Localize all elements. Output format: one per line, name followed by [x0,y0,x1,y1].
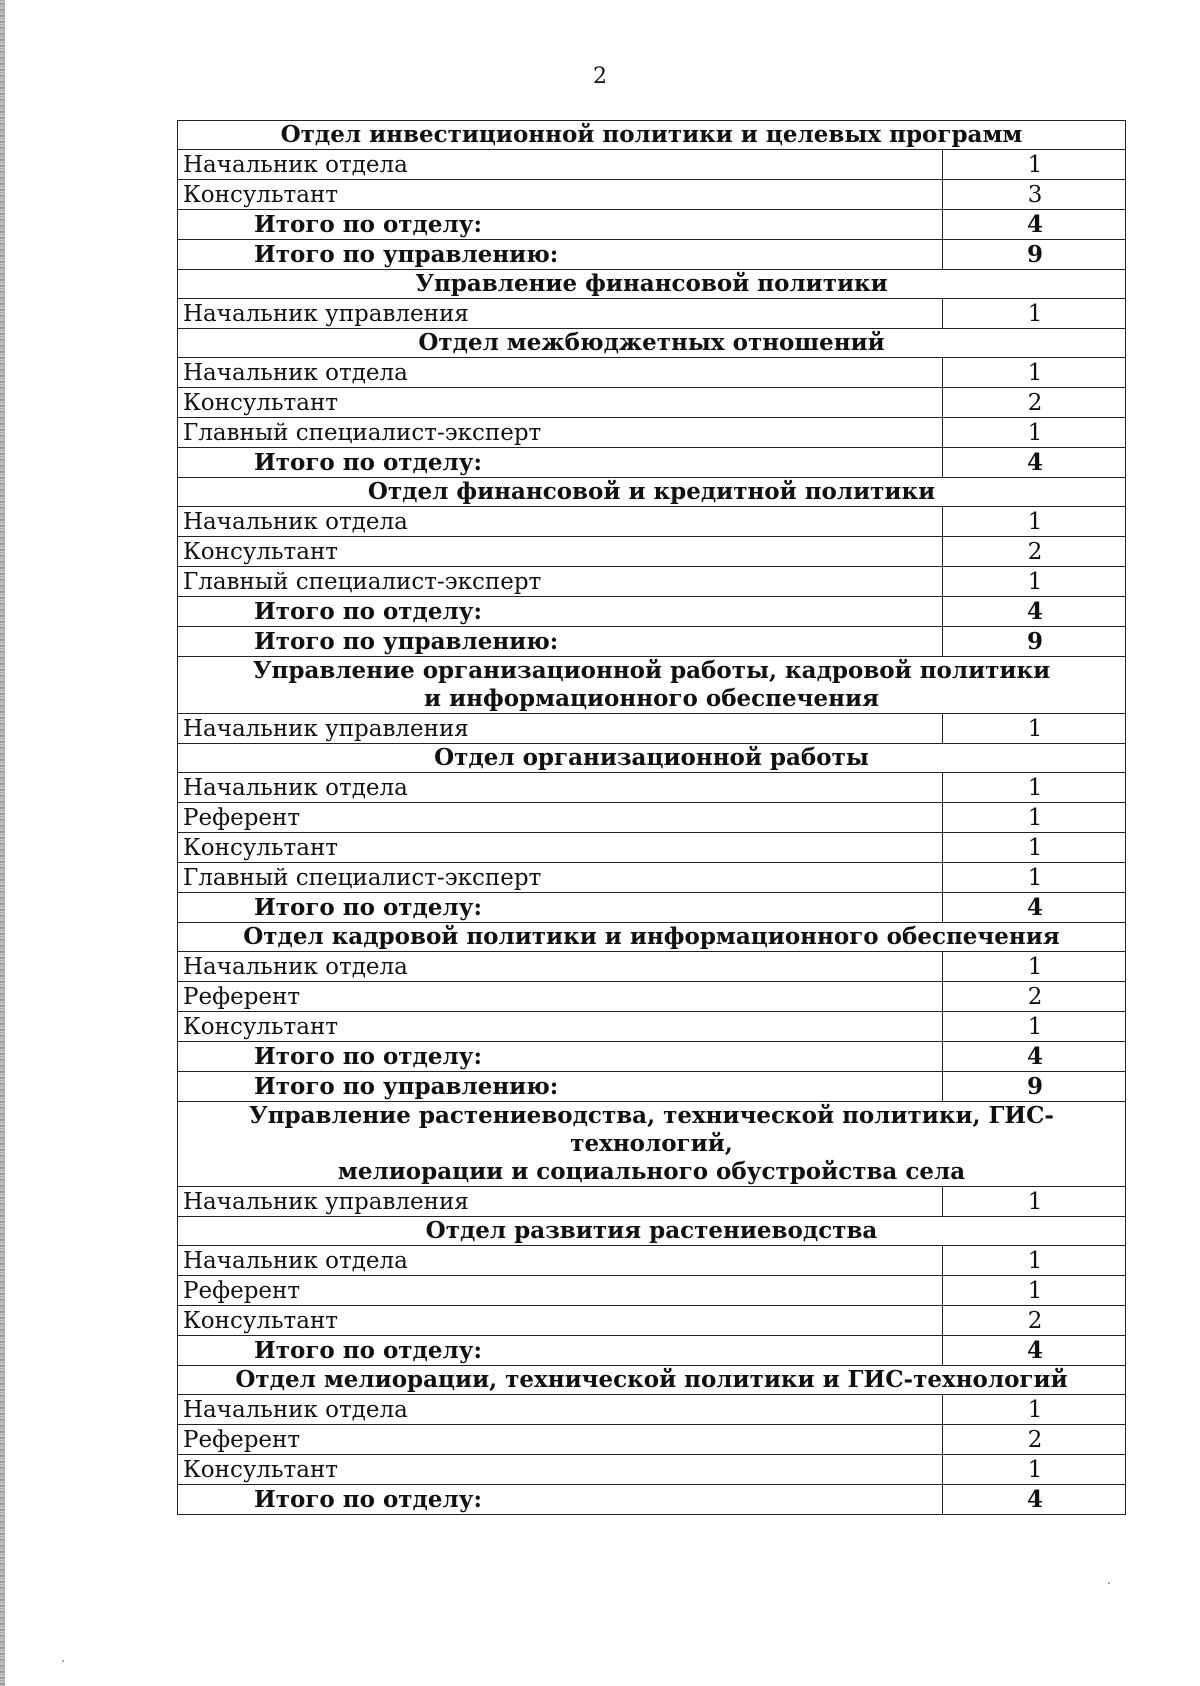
total-label: Итого по отделу: [178,1042,943,1072]
total-count: 4 [943,448,1126,478]
position-row [178,150,1126,180]
position-label: Начальник отдела [178,1395,943,1425]
position-count: 1 [943,418,1126,448]
position-row [178,803,1126,833]
total-row [178,210,1126,240]
total-label: Итого по отделу: [178,210,943,240]
position-label: Референт [178,1276,943,1306]
section-heading [178,657,1126,714]
position-row [178,299,1126,329]
total-label: Итого по управлению: [178,1072,943,1102]
total-count: 4 [943,1336,1126,1366]
position-count: 2 [943,1306,1126,1336]
section-heading [178,329,1126,358]
total-label: Итого по управлению: [178,240,943,270]
section-heading-line: Управление растениеводства, технической политики, ГИС-технологий, [249,1102,1054,1157]
total-count: 4 [943,1042,1126,1072]
position-row [178,1276,1126,1306]
total-row [178,893,1126,923]
position-count: 1 [943,714,1126,744]
position-row [178,1425,1126,1455]
section-heading-row [178,1217,1126,1246]
position-label: Начальник отдела [178,358,943,388]
section-heading [178,478,1126,507]
total-count: 4 [943,893,1126,923]
page-number: 2 [593,64,607,89]
position-row [178,982,1126,1012]
position-row [178,418,1126,448]
position-row [178,952,1126,982]
position-row [178,773,1126,803]
section-heading-line: Отдел мелиорации, технической политики и ГИС-технологий [235,1366,1068,1393]
total-row [178,448,1126,478]
position-label: Консультант [178,1306,943,1336]
section-heading-line: Отдел развития растениеводства [425,1217,878,1244]
total-label: Итого по отделу: [178,1485,943,1515]
section-heading-row [178,478,1126,507]
total-row [178,1072,1126,1102]
position-count: 1 [943,1012,1126,1042]
section-heading-line: Отдел организационной работы [434,744,869,771]
section-heading [178,270,1126,299]
position-label: Главный специалист-эксперт [178,567,943,597]
position-label: Начальник отдела [178,150,943,180]
section-heading-line: Отдел инвестиционной политики и целевых программ [280,121,1023,148]
scan-speck [1108,1582,1110,1584]
position-label: Консультант [178,537,943,567]
section-heading [178,1102,1126,1187]
section-heading [178,121,1126,150]
position-count: 1 [943,952,1126,982]
position-row [178,180,1126,210]
total-count: 9 [943,240,1126,270]
position-label: Консультант [178,833,943,863]
section-heading-row [178,329,1126,358]
section-heading-row [178,923,1126,952]
scan-speck [62,1660,64,1662]
section-heading-line: Отдел финансовой и кредитной политики [367,478,936,505]
section-heading-row [178,1366,1126,1395]
position-count: 1 [943,773,1126,803]
total-row [178,1485,1126,1515]
total-label: Итого по отделу: [178,448,943,478]
position-count: 1 [943,1246,1126,1276]
total-count: 9 [943,627,1126,657]
total-row [178,1042,1126,1072]
position-row [178,1012,1126,1042]
total-row [178,240,1126,270]
total-label: Итого по отделу: [178,597,943,627]
section-heading-row [178,744,1126,773]
position-row [178,537,1126,567]
position-row [178,567,1126,597]
section-heading-row [178,1102,1126,1187]
total-row [178,1336,1126,1366]
position-row [178,833,1126,863]
section-heading-line: Отдел кадровой политики и информационного обеспечения [243,923,1060,950]
position-row [178,714,1126,744]
section-heading-line: Отдел межбюджетных отношений [418,329,885,356]
position-label: Начальник отдела [178,773,943,803]
position-label: Консультант [178,180,943,210]
position-row [178,1395,1126,1425]
position-count: 1 [943,150,1126,180]
position-label: Консультант [178,1012,943,1042]
total-count: 4 [943,597,1126,627]
position-count: 2 [943,388,1126,418]
position-count: 1 [943,863,1126,893]
position-row [178,1306,1126,1336]
position-label: Начальник управления [178,1187,943,1217]
position-row [178,388,1126,418]
position-label: Начальник отдела [178,1246,943,1276]
total-label: Итого по управлению: [178,627,943,657]
section-heading-row [178,270,1126,299]
position-label: Главный специалист-эксперт [178,418,943,448]
position-count: 2 [943,982,1126,1012]
position-count: 1 [943,803,1126,833]
position-label: Главный специалист-эксперт [178,863,943,893]
section-heading [178,1366,1126,1395]
scan-edge [0,0,5,1686]
section-heading [178,1217,1126,1246]
position-label: Референт [178,1425,943,1455]
position-row [178,507,1126,537]
position-count: 3 [943,180,1126,210]
section-heading [178,923,1126,952]
position-label: Начальник отдела [178,507,943,537]
total-label: Итого по отделу: [178,893,943,923]
position-label: Референт [178,982,943,1012]
total-row [178,597,1126,627]
position-count: 1 [943,833,1126,863]
position-count: 1 [943,358,1126,388]
position-row [178,358,1126,388]
position-label: Консультант [178,388,943,418]
total-row [178,627,1126,657]
position-count: 1 [943,1455,1126,1485]
position-count: 1 [943,1187,1126,1217]
section-heading-row [178,121,1126,150]
position-count: 2 [943,537,1126,567]
position-count: 2 [943,1425,1126,1455]
position-count: 1 [943,299,1126,329]
section-heading-line: мелиорации и социального обустройства села [337,1158,966,1185]
position-count: 1 [943,1276,1126,1306]
position-row [178,1455,1126,1485]
section-heading-line: и информационного обеспечения [424,685,879,712]
position-row [178,1246,1126,1276]
total-count: 4 [943,210,1126,240]
position-count: 1 [943,567,1126,597]
staffing-table [177,120,1126,1515]
section-heading [178,744,1126,773]
position-row [178,863,1126,893]
total-label: Итого по отделу: [178,1336,943,1366]
total-count: 9 [943,1072,1126,1102]
total-count: 4 [943,1485,1126,1515]
position-label: Референт [178,803,943,833]
position-label: Начальник отдела [178,952,943,982]
position-count: 1 [943,507,1126,537]
section-heading-line: Управление организационной работы, кадровой политики [252,657,1051,684]
section-heading-row [178,657,1126,714]
position-label: Начальник управления [178,299,943,329]
position-count: 1 [943,1395,1126,1425]
section-heading-line: Управление финансовой политики [415,270,888,297]
position-label: Консультант [178,1455,943,1485]
position-row [178,1187,1126,1217]
position-label: Начальник управления [178,714,943,744]
